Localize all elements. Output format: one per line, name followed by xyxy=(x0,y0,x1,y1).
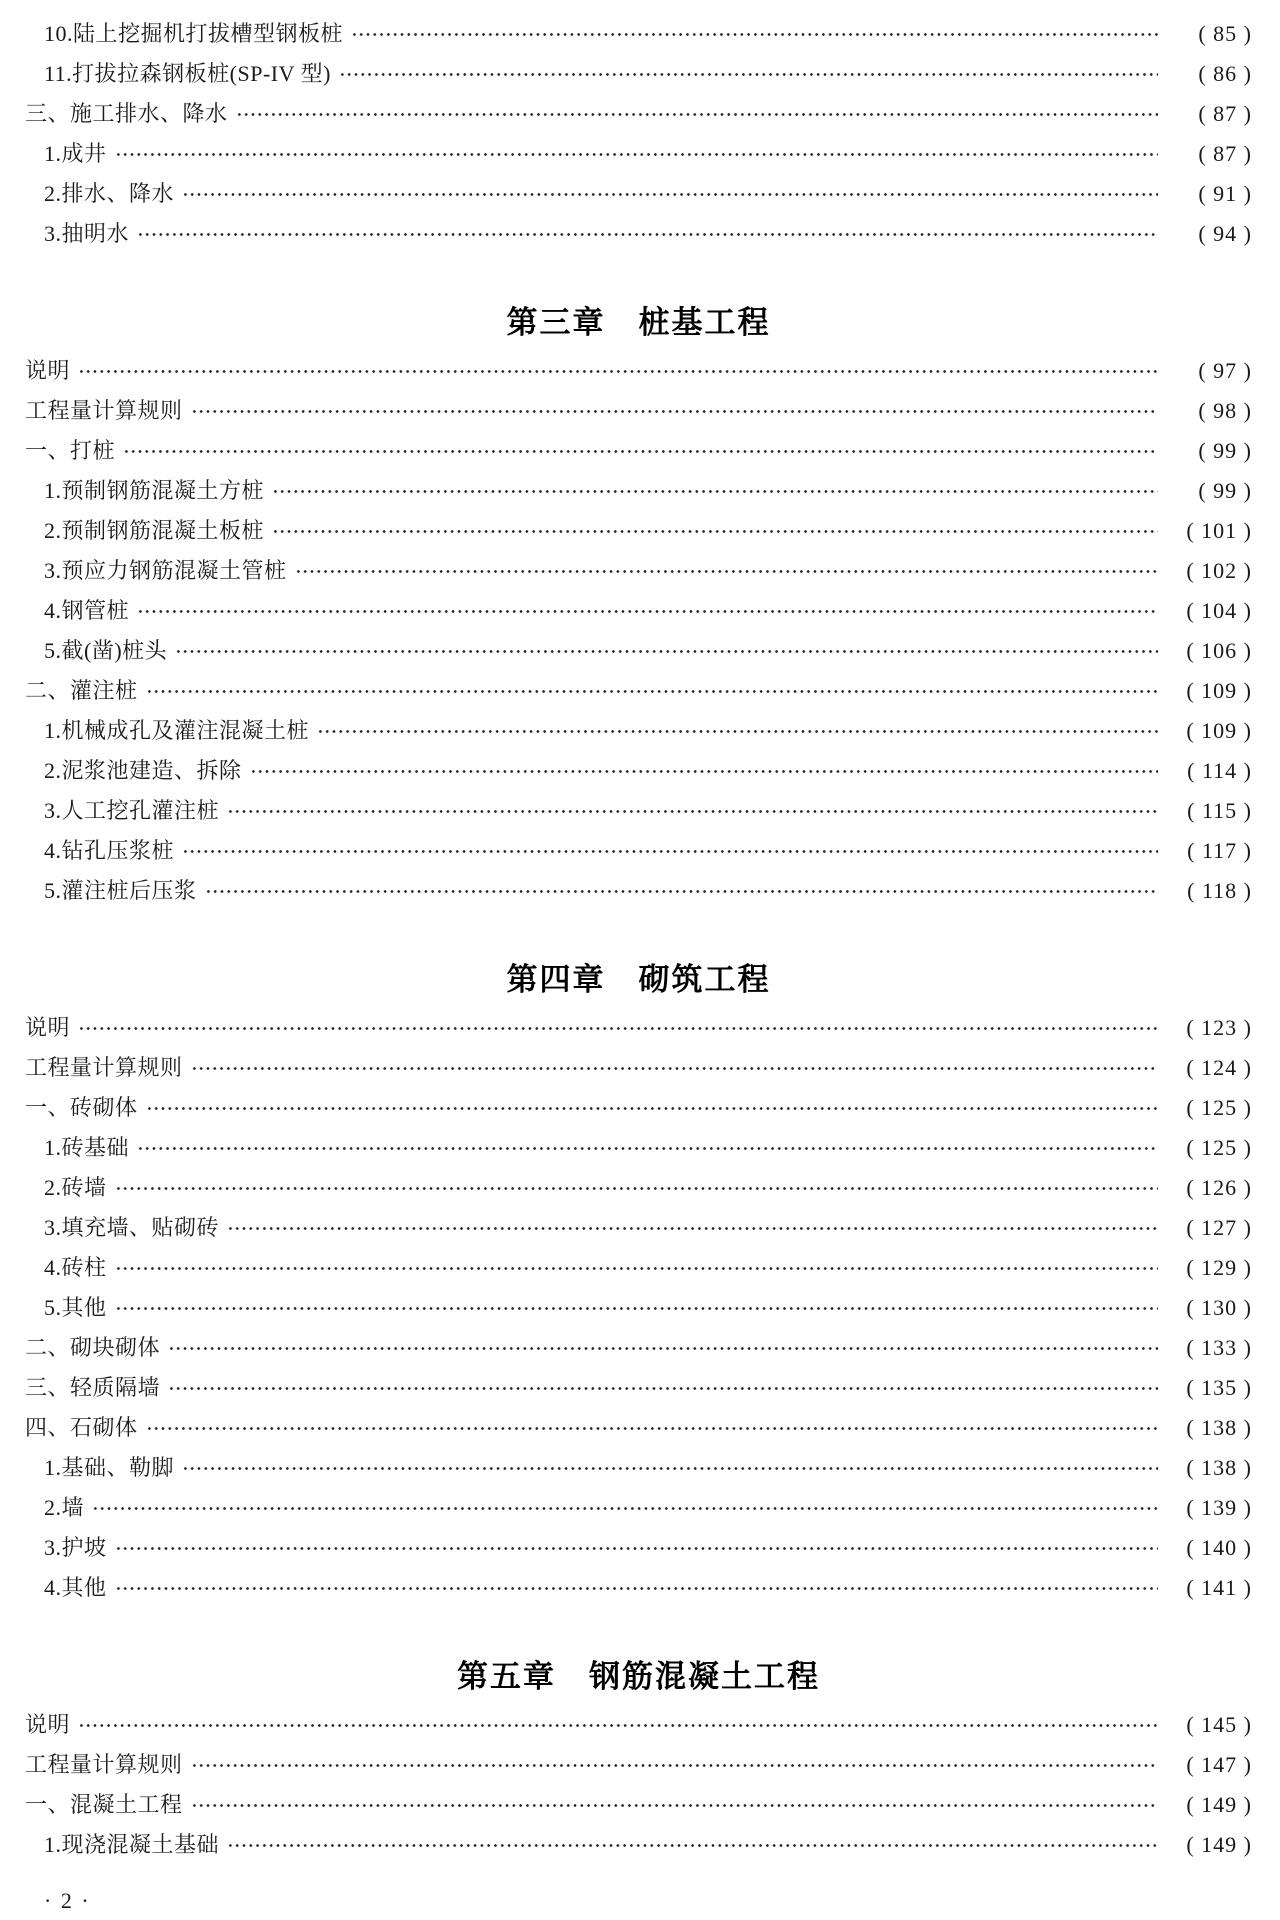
toc-entry-label: 2.泥浆池建造、拆除 xyxy=(44,758,242,783)
toc-entry-label: 4.钢管桩 xyxy=(44,598,130,623)
dot-leader xyxy=(115,1182,1158,1195)
dot-leader xyxy=(78,1022,1158,1035)
toc-entry-label: 4.钻孔压浆桩 xyxy=(44,838,175,863)
toc-entry xyxy=(25,1288,1252,1328)
toc-entry-page: ( 106 ) xyxy=(1186,638,1252,663)
toc-entry xyxy=(25,791,1252,831)
toc-entry xyxy=(25,214,1252,254)
toc-entry-label: 三、施工排水、降水 xyxy=(25,101,228,126)
dot-leader xyxy=(175,645,1158,658)
dot-leader xyxy=(227,1839,1158,1852)
toc-entry-label: 3.人工挖孔灌注桩 xyxy=(44,798,220,823)
toc-entry-label: 一、混凝土工程 xyxy=(25,1792,183,1817)
toc-entry-page: ( 129 ) xyxy=(1186,1255,1252,1280)
toc-entry-page: ( 87 ) xyxy=(1198,141,1252,166)
toc-entry-page: ( 117 ) xyxy=(1187,838,1252,863)
toc-entry-label: 1.预制钢筋混凝土方桩 xyxy=(44,478,265,503)
toc-entry xyxy=(25,1368,1252,1408)
dot-leader xyxy=(272,525,1158,538)
toc-entry-page: ( 109 ) xyxy=(1186,678,1252,703)
toc-entry-label: 二、砌块砌体 xyxy=(25,1335,161,1360)
toc-entry xyxy=(25,1705,1252,1745)
dot-leader xyxy=(137,228,1158,241)
toc-entry-page: ( 123 ) xyxy=(1186,1015,1252,1040)
toc-entry-label: 3.抽明水 xyxy=(44,221,130,246)
dot-leader xyxy=(182,845,1158,858)
toc-entry-label: 11.打拔拉森钢板桩(SP-IV 型) xyxy=(44,61,331,86)
dot-leader xyxy=(137,1142,1158,1155)
toc-entry-page: ( 86 ) xyxy=(1198,61,1252,86)
dot-leader xyxy=(191,1799,1158,1812)
toc-entry xyxy=(25,831,1252,871)
toc-entry-page: ( 130 ) xyxy=(1186,1295,1252,1320)
toc-entry xyxy=(25,871,1252,911)
dot-leader xyxy=(351,28,1158,41)
toc-entry-page: ( 124 ) xyxy=(1186,1055,1252,1080)
toc-entry-page: ( 99 ) xyxy=(1198,478,1252,503)
toc-entry-label: 一、砖砌体 xyxy=(25,1095,138,1120)
dot-leader xyxy=(146,1422,1158,1435)
dot-leader xyxy=(146,685,1158,698)
toc-entry-label: 工程量计算规则 xyxy=(25,1055,183,1080)
toc-entry-page: ( 125 ) xyxy=(1186,1135,1252,1160)
chapter-heading: 第四章 砌筑工程 xyxy=(506,962,771,997)
toc-entry-page: ( 127 ) xyxy=(1186,1215,1252,1240)
toc-entry-page: ( 135 ) xyxy=(1186,1375,1252,1400)
dot-leader xyxy=(115,1302,1158,1315)
toc-entry-page: ( 118 ) xyxy=(1187,878,1252,903)
dot-leader xyxy=(168,1382,1158,1395)
dot-leader xyxy=(78,365,1158,378)
toc-entry-label: 2.预制钢筋混凝土板桩 xyxy=(44,518,265,543)
toc-entry-page: ( 99 ) xyxy=(1198,438,1252,463)
toc-entry xyxy=(25,1008,1252,1048)
dot-leader xyxy=(191,1759,1158,1772)
toc-entry-page: ( 87 ) xyxy=(1198,101,1252,126)
toc-entry-label: 1.现浇混凝土基础 xyxy=(44,1832,220,1857)
toc-entry-label: 三、轻质隔墙 xyxy=(25,1375,161,1400)
toc-entry-page: ( 139 ) xyxy=(1186,1495,1252,1520)
dot-leader xyxy=(205,885,1158,898)
toc-entry-page: ( 145 ) xyxy=(1186,1712,1252,1737)
toc-entry-label: 4.砖柱 xyxy=(44,1255,107,1280)
toc-entry-page: ( 97 ) xyxy=(1198,358,1252,383)
toc-entry-label: 2.排水、降水 xyxy=(44,181,175,206)
toc-entry-label: 3.预应力钢筋混凝土管桩 xyxy=(44,558,287,583)
toc-entry-page: ( 140 ) xyxy=(1186,1535,1252,1560)
dot-leader xyxy=(191,405,1158,418)
toc-entry-page: ( 138 ) xyxy=(1186,1455,1252,1480)
chapter-heading: 第三章 桩基工程 xyxy=(506,305,771,340)
dot-leader xyxy=(168,1342,1158,1355)
toc-entry-label: 1.砖基础 xyxy=(44,1135,130,1160)
toc-entry xyxy=(25,1168,1252,1208)
toc-entry xyxy=(25,711,1252,751)
toc-entry xyxy=(25,1825,1252,1865)
dot-leader xyxy=(123,445,1158,458)
toc-entry xyxy=(25,1048,1252,1088)
toc-entry-label: 工程量计算规则 xyxy=(25,1752,183,1777)
toc-entry xyxy=(25,591,1252,631)
toc-entry xyxy=(25,1745,1252,1785)
toc-entry xyxy=(25,1128,1252,1168)
toc-entry xyxy=(25,631,1252,671)
toc-entry xyxy=(25,471,1252,511)
dot-leader xyxy=(272,485,1158,498)
toc-entry xyxy=(25,431,1252,471)
toc-entry-label: 说明 xyxy=(25,1712,71,1737)
toc-entry xyxy=(25,751,1252,791)
dot-leader xyxy=(317,725,1158,738)
dot-leader xyxy=(227,805,1158,818)
toc-entry-page: ( 133 ) xyxy=(1186,1335,1252,1360)
toc-entry-page: ( 149 ) xyxy=(1186,1832,1252,1857)
toc-entry-label: 4.其他 xyxy=(44,1575,107,1600)
toc-entry-page: ( 115 ) xyxy=(1187,798,1252,823)
toc-entry-page: ( 149 ) xyxy=(1186,1792,1252,1817)
toc-entry-label: 1.机械成孔及灌注混凝土桩 xyxy=(44,718,310,743)
toc-entry-page: ( 94 ) xyxy=(1198,221,1252,246)
dot-leader xyxy=(339,68,1158,81)
toc-entry xyxy=(25,1088,1252,1128)
toc-entry xyxy=(25,1528,1252,1568)
toc-entry xyxy=(25,391,1252,431)
toc-entry-label: 一、打桩 xyxy=(25,438,116,463)
toc-entry-page: ( 114 ) xyxy=(1187,758,1252,783)
toc-entry-page: ( 125 ) xyxy=(1186,1095,1252,1120)
toc-entry xyxy=(25,14,1252,54)
dot-leader xyxy=(236,108,1158,121)
chapter-heading: 第五章 钢筋混凝土工程 xyxy=(457,1659,820,1694)
toc-entry-page: ( 104 ) xyxy=(1186,598,1252,623)
toc-entry-label: 3.护坡 xyxy=(44,1535,107,1560)
toc-entry-page: ( 91 ) xyxy=(1198,181,1252,206)
dot-leader xyxy=(191,1062,1158,1075)
toc-entry-page: ( 138 ) xyxy=(1186,1415,1252,1440)
toc-entry-label: 5.截(凿)桩头 xyxy=(44,638,168,663)
toc-entry-page: ( 109 ) xyxy=(1186,718,1252,743)
toc-entry xyxy=(25,671,1252,711)
toc-entry-label: 3.填充墙、贴砌砖 xyxy=(44,1215,220,1240)
dot-leader xyxy=(115,148,1158,161)
page-number-footer: · 2 · xyxy=(44,1888,91,1913)
toc-entry xyxy=(25,1248,1252,1288)
toc-entry xyxy=(25,174,1252,214)
toc-entry xyxy=(25,1488,1252,1528)
toc-entry xyxy=(25,1568,1252,1608)
toc-entry-page: ( 101 ) xyxy=(1186,518,1252,543)
toc-entry xyxy=(25,1408,1252,1448)
toc-entry xyxy=(25,511,1252,551)
toc-entry-label: 2.墙 xyxy=(44,1495,85,1520)
toc-entry xyxy=(25,1208,1252,1248)
dot-leader xyxy=(78,1719,1158,1732)
dot-leader xyxy=(182,188,1158,201)
toc-entry-label: 1.成井 xyxy=(44,141,107,166)
toc-entry xyxy=(25,1448,1252,1488)
dot-leader xyxy=(137,605,1158,618)
dot-leader xyxy=(115,1582,1158,1595)
toc-entry xyxy=(25,551,1252,591)
toc-entry-page: ( 147 ) xyxy=(1186,1752,1252,1777)
toc-entry-label: 二、灌注桩 xyxy=(25,678,138,703)
toc-entry-label: 5.其他 xyxy=(44,1295,107,1320)
toc-entry-label: 10.陆上挖掘机打拔槽型钢板桩 xyxy=(44,21,344,46)
toc-entry-page: ( 85 ) xyxy=(1198,21,1252,46)
toc-entry-label: 说明 xyxy=(25,1015,71,1040)
toc-entry xyxy=(25,1785,1252,1825)
dot-leader xyxy=(146,1102,1158,1115)
toc-entry xyxy=(25,351,1252,391)
toc-entry-label: 2.砖墙 xyxy=(44,1175,107,1200)
toc-entry xyxy=(25,54,1252,94)
toc-entry xyxy=(25,94,1252,134)
toc-entry-page: ( 141 ) xyxy=(1186,1575,1252,1600)
toc-entry-page: ( 98 ) xyxy=(1198,398,1252,423)
toc-entry-page: ( 126 ) xyxy=(1186,1175,1252,1200)
dot-leader xyxy=(115,1262,1158,1275)
dot-leader xyxy=(92,1502,1158,1515)
toc-entry xyxy=(25,1328,1252,1368)
toc-entry-label: 四、石砌体 xyxy=(25,1415,138,1440)
dot-leader xyxy=(250,765,1158,778)
toc-entry-label: 说明 xyxy=(25,358,71,383)
toc-sections xyxy=(25,14,1252,1865)
toc-entry-page: ( 102 ) xyxy=(1186,558,1252,583)
dot-leader xyxy=(227,1222,1158,1235)
toc-entry xyxy=(25,134,1252,174)
toc-entry-label: 工程量计算规则 xyxy=(25,398,183,423)
toc-entry-label: 1.基础、勒脚 xyxy=(44,1455,175,1480)
dot-leader xyxy=(295,565,1158,578)
dot-leader xyxy=(182,1462,1158,1475)
toc-entry-label: 5.灌注桩后压浆 xyxy=(44,878,197,903)
dot-leader xyxy=(115,1542,1158,1555)
